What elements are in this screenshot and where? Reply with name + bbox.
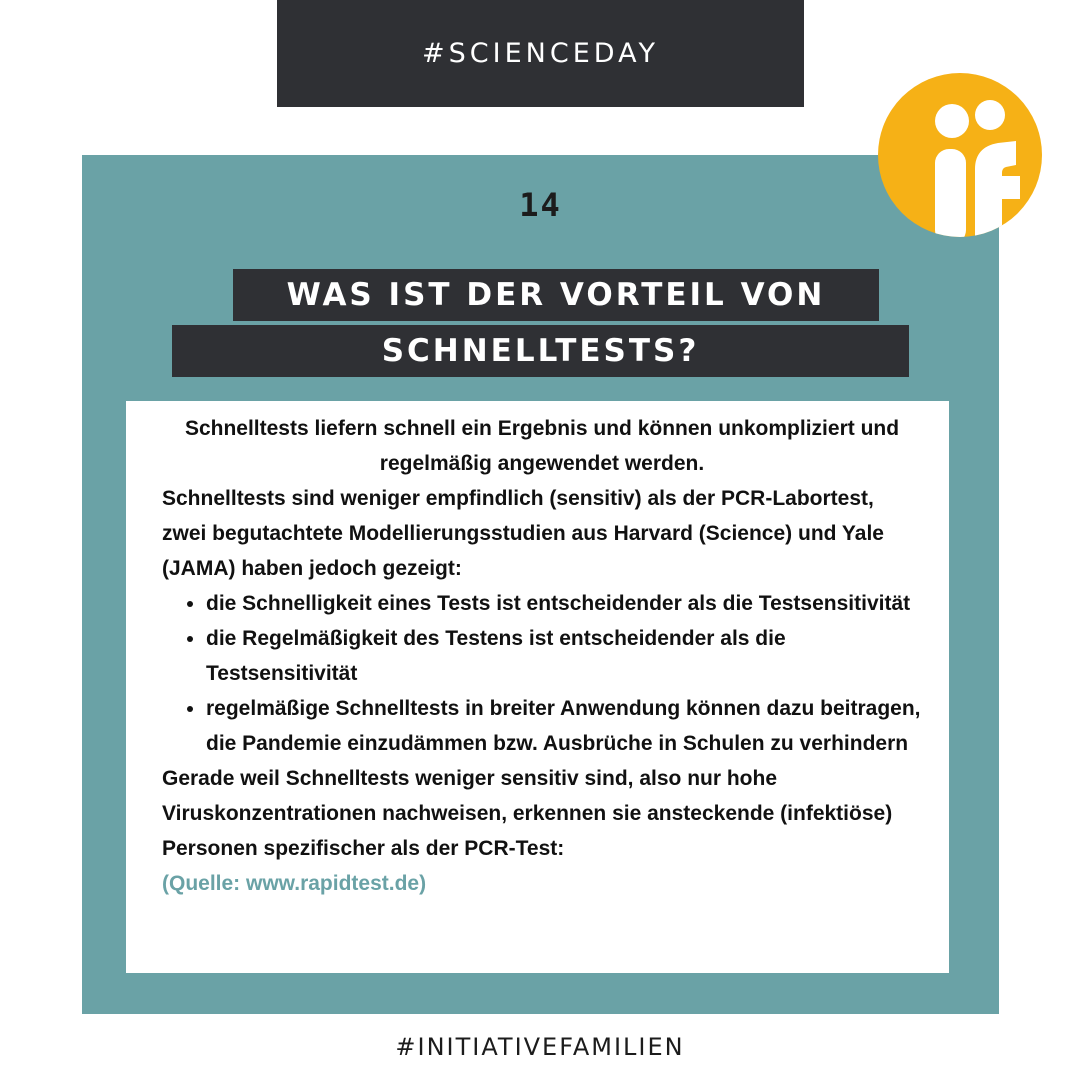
item-number: 14: [519, 186, 562, 224]
initiative-familien-hashtag: #INITIATIVEFAMILIEN: [395, 1033, 685, 1061]
question-line1: WAS IST DER VORTEIL VON: [286, 277, 826, 313]
intro-text: Schnelltests liefern schnell ein Ergebnis und können unkompliziert und regelmäßig angewendet werden.: [184, 417, 900, 475]
list-item: • regelmäßige Schnelltests in breiter Anwendung können dazu beitragen, die Pandemie einzudämmen bzw. Ausbrüche in Schulen zu verhindern: [206, 691, 922, 761]
top-banner: [277, 0, 804, 107]
question-bar-line2: [172, 325, 909, 377]
paragraph-sensitivity: Schnelltests sind weniger empfindlich (sensitiv) als der PCR-Labortest, zwei begutachtete Modellierungsstudien aus Harvard (Science) und Yale (JAMA) haben jedoch gezeigt:: [162, 487, 884, 580]
source-link[interactable]: (Quelle: www.rapidtest.de): [162, 872, 427, 895]
answer-text: [162, 411, 922, 901]
list-item: • die Schnelligkeit eines Tests ist entscheidender als die Testsensitivität: [206, 586, 922, 621]
list-item: • die Regelmäßigkeit des Testens ist entscheidender als die Testsensitivität: [206, 621, 922, 691]
question-line2: SCHNELLTESTS?: [381, 333, 700, 369]
answer-box: [126, 401, 949, 973]
findings-list: [162, 586, 922, 761]
paragraph-specificity: Gerade weil Schnelltests weniger sensitiv sind, also nur hohe Viruskonzentrationen nachweisen, erkennen sie ansteckende (infektiöse) Personen spezifischer als der PCR-Test:: [162, 767, 893, 860]
science-day-hashtag: #SCIENCEDAY: [422, 38, 659, 69]
question-bar-line1: [233, 269, 879, 321]
